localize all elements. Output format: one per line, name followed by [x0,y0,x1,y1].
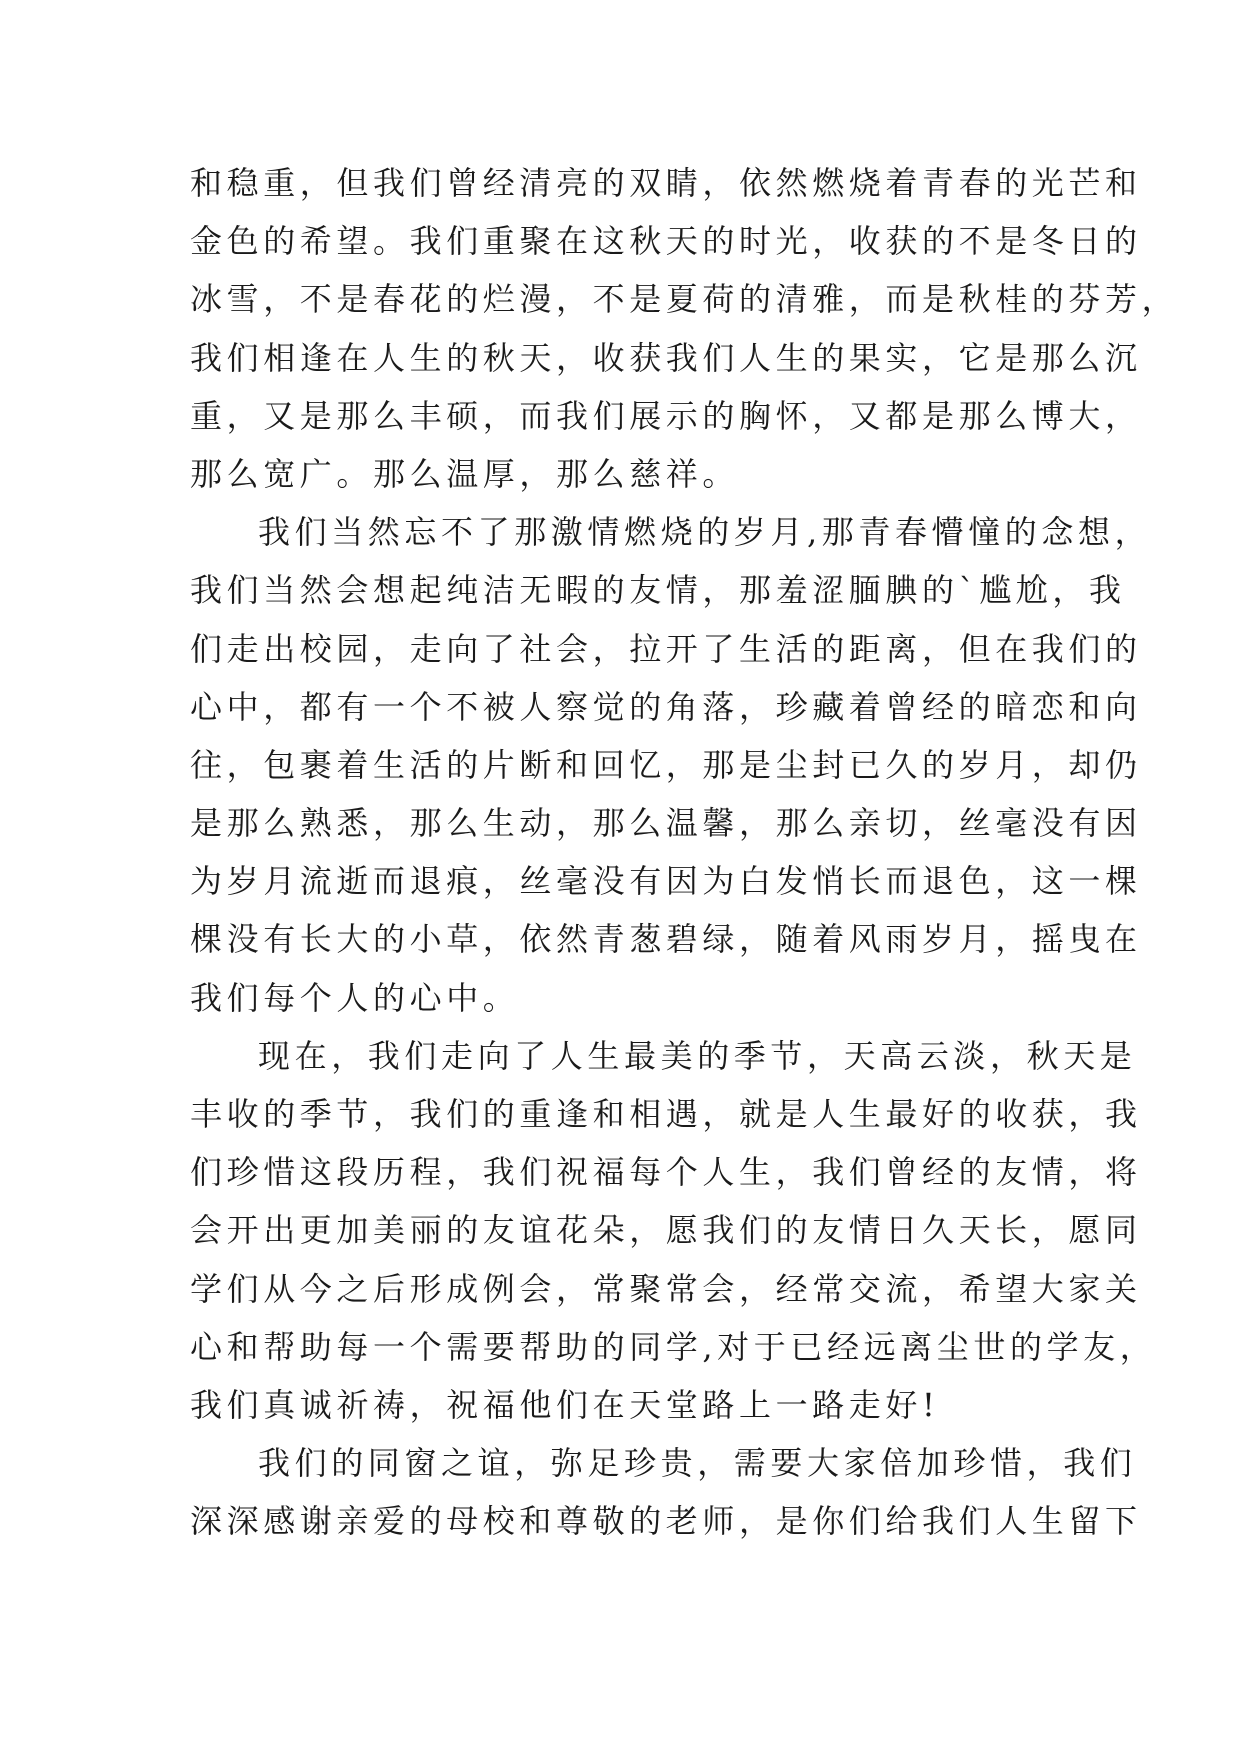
text-line: 心和帮助每一个需要帮助的同学,对于已经远离尘世的学友， [190,1327,1157,1366]
text-line: 和稳重，但我们曾经清亮的双睛，依然燃烧着青春的光芒和 [190,164,1142,202]
text-line: 我们每个人的心中。 [190,978,520,1017]
text-line: 金色的希望。我们重聚在这秋天的时光，收获的不是冬日的 [190,222,1142,261]
text-line: 我们真诚祈祷，祝福他们在天堂路上一路走好! [190,1385,940,1424]
text-line: 心中，都有一个不被人察觉的角落，珍藏着曾经的暗恋和向 [190,687,1142,726]
text-line: 棵没有长大的小草，依然青葱碧绿，随着风雨岁月，摇曳在 [190,920,1142,959]
text-line: 那么宽广。那么温厚，那么慈祥。 [190,454,740,493]
text-line: 深深感谢亲爱的母校和尊敬的老师，是你们给我们人生留下 [190,1502,1142,1541]
text-line: 我们当然忘不了那激情燃烧的岁月,那青春懵憧的念想， [258,513,1152,552]
text-line: 现在，我们走向了人生最美的季节，天高云淡，秋天是 [258,1036,1137,1075]
text-line: 是那么熟悉，那么生动，那么温馨，那么亲切，丝毫没有因 [190,804,1142,843]
text-line: 学们从今之后形成例会，常聚常会，经常交流，希望大家关 [190,1269,1142,1308]
text-line: 们走出校园，走向了社会，拉开了生活的距离，但在我们的 [190,629,1142,668]
text-line: 我们当然会想起纯洁无暇的友情，那羞涩腼腆的`尴尬，我 [190,571,1126,610]
text-line: 我们相逢在人生的秋天，收获我们人生的果实，它是那么沉 [190,338,1142,377]
text-line: 我们的同窗之谊，弥足珍贵，需要大家倍加珍惜，我们 [258,1444,1137,1483]
body-text [190,154,1179,1551]
text-line: 丰收的季节，我们的重逢和相遇，就是人生最好的收获，我 [190,1095,1142,1133]
text-line: 往，包裹着生活的片断和回忆，那是尘封已久的岁月，却仍 [190,745,1142,784]
text-line: 为岁月流逝而退痕，丝毫没有因为白发悄长而退色，这一棵 [190,862,1142,901]
text-line: 们珍惜这段历程，我们祝福每个人生，我们曾经的友情，将 [190,1153,1142,1192]
text-line: 重，又是那么丰硕，而我们展示的胸怀，又都是那么博大， [190,396,1142,435]
text-line: 会开出更加美丽的友谊花朵，愿我们的友情日久天长，愿同 [190,1211,1142,1250]
text-line: 冰雪，不是春花的烂漫，不是夏荷的清雅，而是秋桂的芬芳， [190,280,1179,319]
